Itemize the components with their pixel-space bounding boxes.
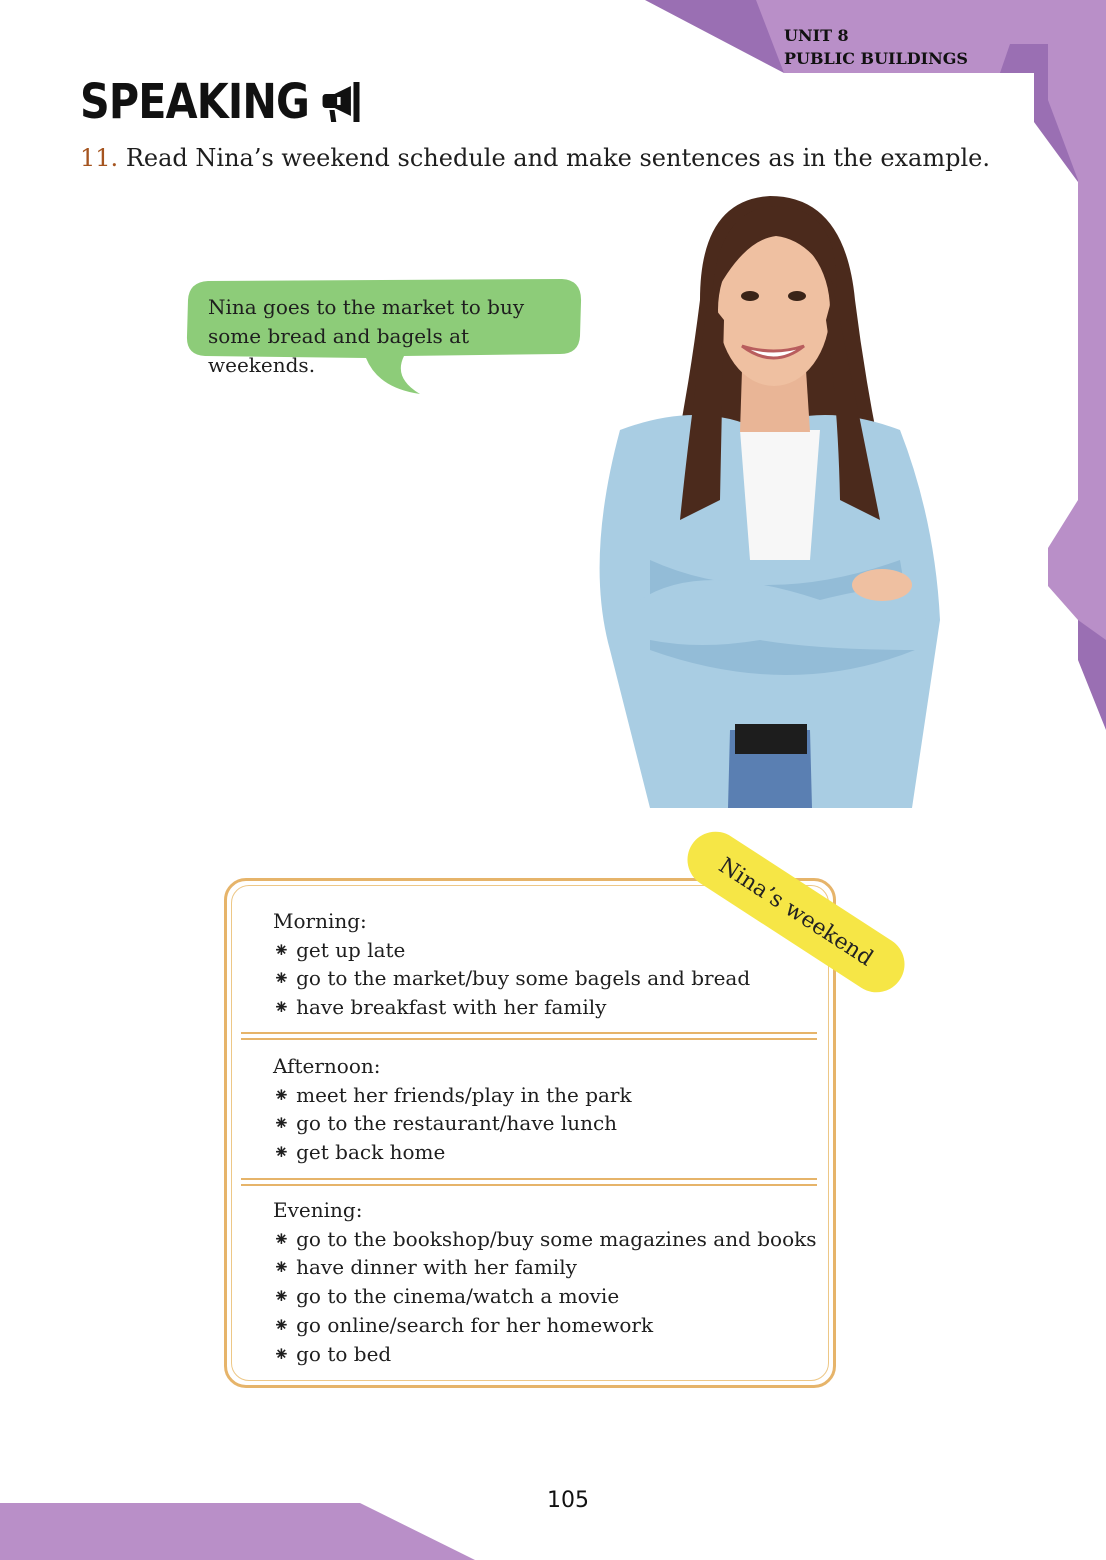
list-item: ⁕ go to the market/buy some bagels and bread <box>273 964 750 993</box>
unit-header <box>784 24 968 70</box>
girl-photo <box>600 196 940 808</box>
bottom-band <box>0 1503 475 1560</box>
schedule-section-evening <box>273 1196 817 1368</box>
megaphone-icon <box>323 80 361 124</box>
exercise-instruction <box>80 144 990 172</box>
list-item: ⁕ go to the cinema/watch a movie <box>273 1282 817 1311</box>
unit-number: UNIT 8 <box>784 26 849 45</box>
list-item: ⁕ go to bed <box>273 1340 817 1369</box>
list-item: ⁕ get back home <box>273 1138 632 1167</box>
section-title: SPEAKING <box>80 74 310 130</box>
list-item: ⁕ meet her friends/play in the park <box>273 1081 632 1110</box>
exercise-number: 11. <box>80 144 119 172</box>
list-item: ⁕ go to the restaurant/have lunch <box>273 1109 632 1138</box>
section-divider <box>241 1178 817 1186</box>
section-heading: Morning: <box>273 909 367 933</box>
schedule-section-morning <box>273 907 750 1022</box>
exercise-text: Read Nina’s weekend schedule and make sentences as in the example. <box>125 144 990 172</box>
section-heading: Afternoon: <box>273 1054 381 1078</box>
unit-title: PUBLIC BUILDINGS <box>784 49 968 68</box>
section-heading <box>80 74 361 130</box>
list-item: ⁕ go online/search for her homework <box>273 1311 817 1340</box>
list-item: ⁕ have breakfast with her family <box>273 993 750 1022</box>
schedule-section-afternoon <box>273 1052 632 1167</box>
list-item: ⁕ have dinner with her family <box>273 1253 817 1282</box>
schedule-box <box>224 878 836 1388</box>
section-heading: Evening: <box>273 1198 363 1222</box>
page-number: 105 <box>547 1488 589 1513</box>
speech-bubble-text: Nina goes to the market to buy some bread and bagels at weekends. <box>208 295 525 377</box>
list-item: ⁕ go to the bookshop/buy some magazines and books <box>273 1225 817 1254</box>
section-divider <box>241 1032 817 1040</box>
right-notch <box>1048 500 1106 640</box>
schedule-tag: Nina’s weekend <box>677 821 915 1003</box>
list-item: ⁕ get up late <box>273 936 750 965</box>
